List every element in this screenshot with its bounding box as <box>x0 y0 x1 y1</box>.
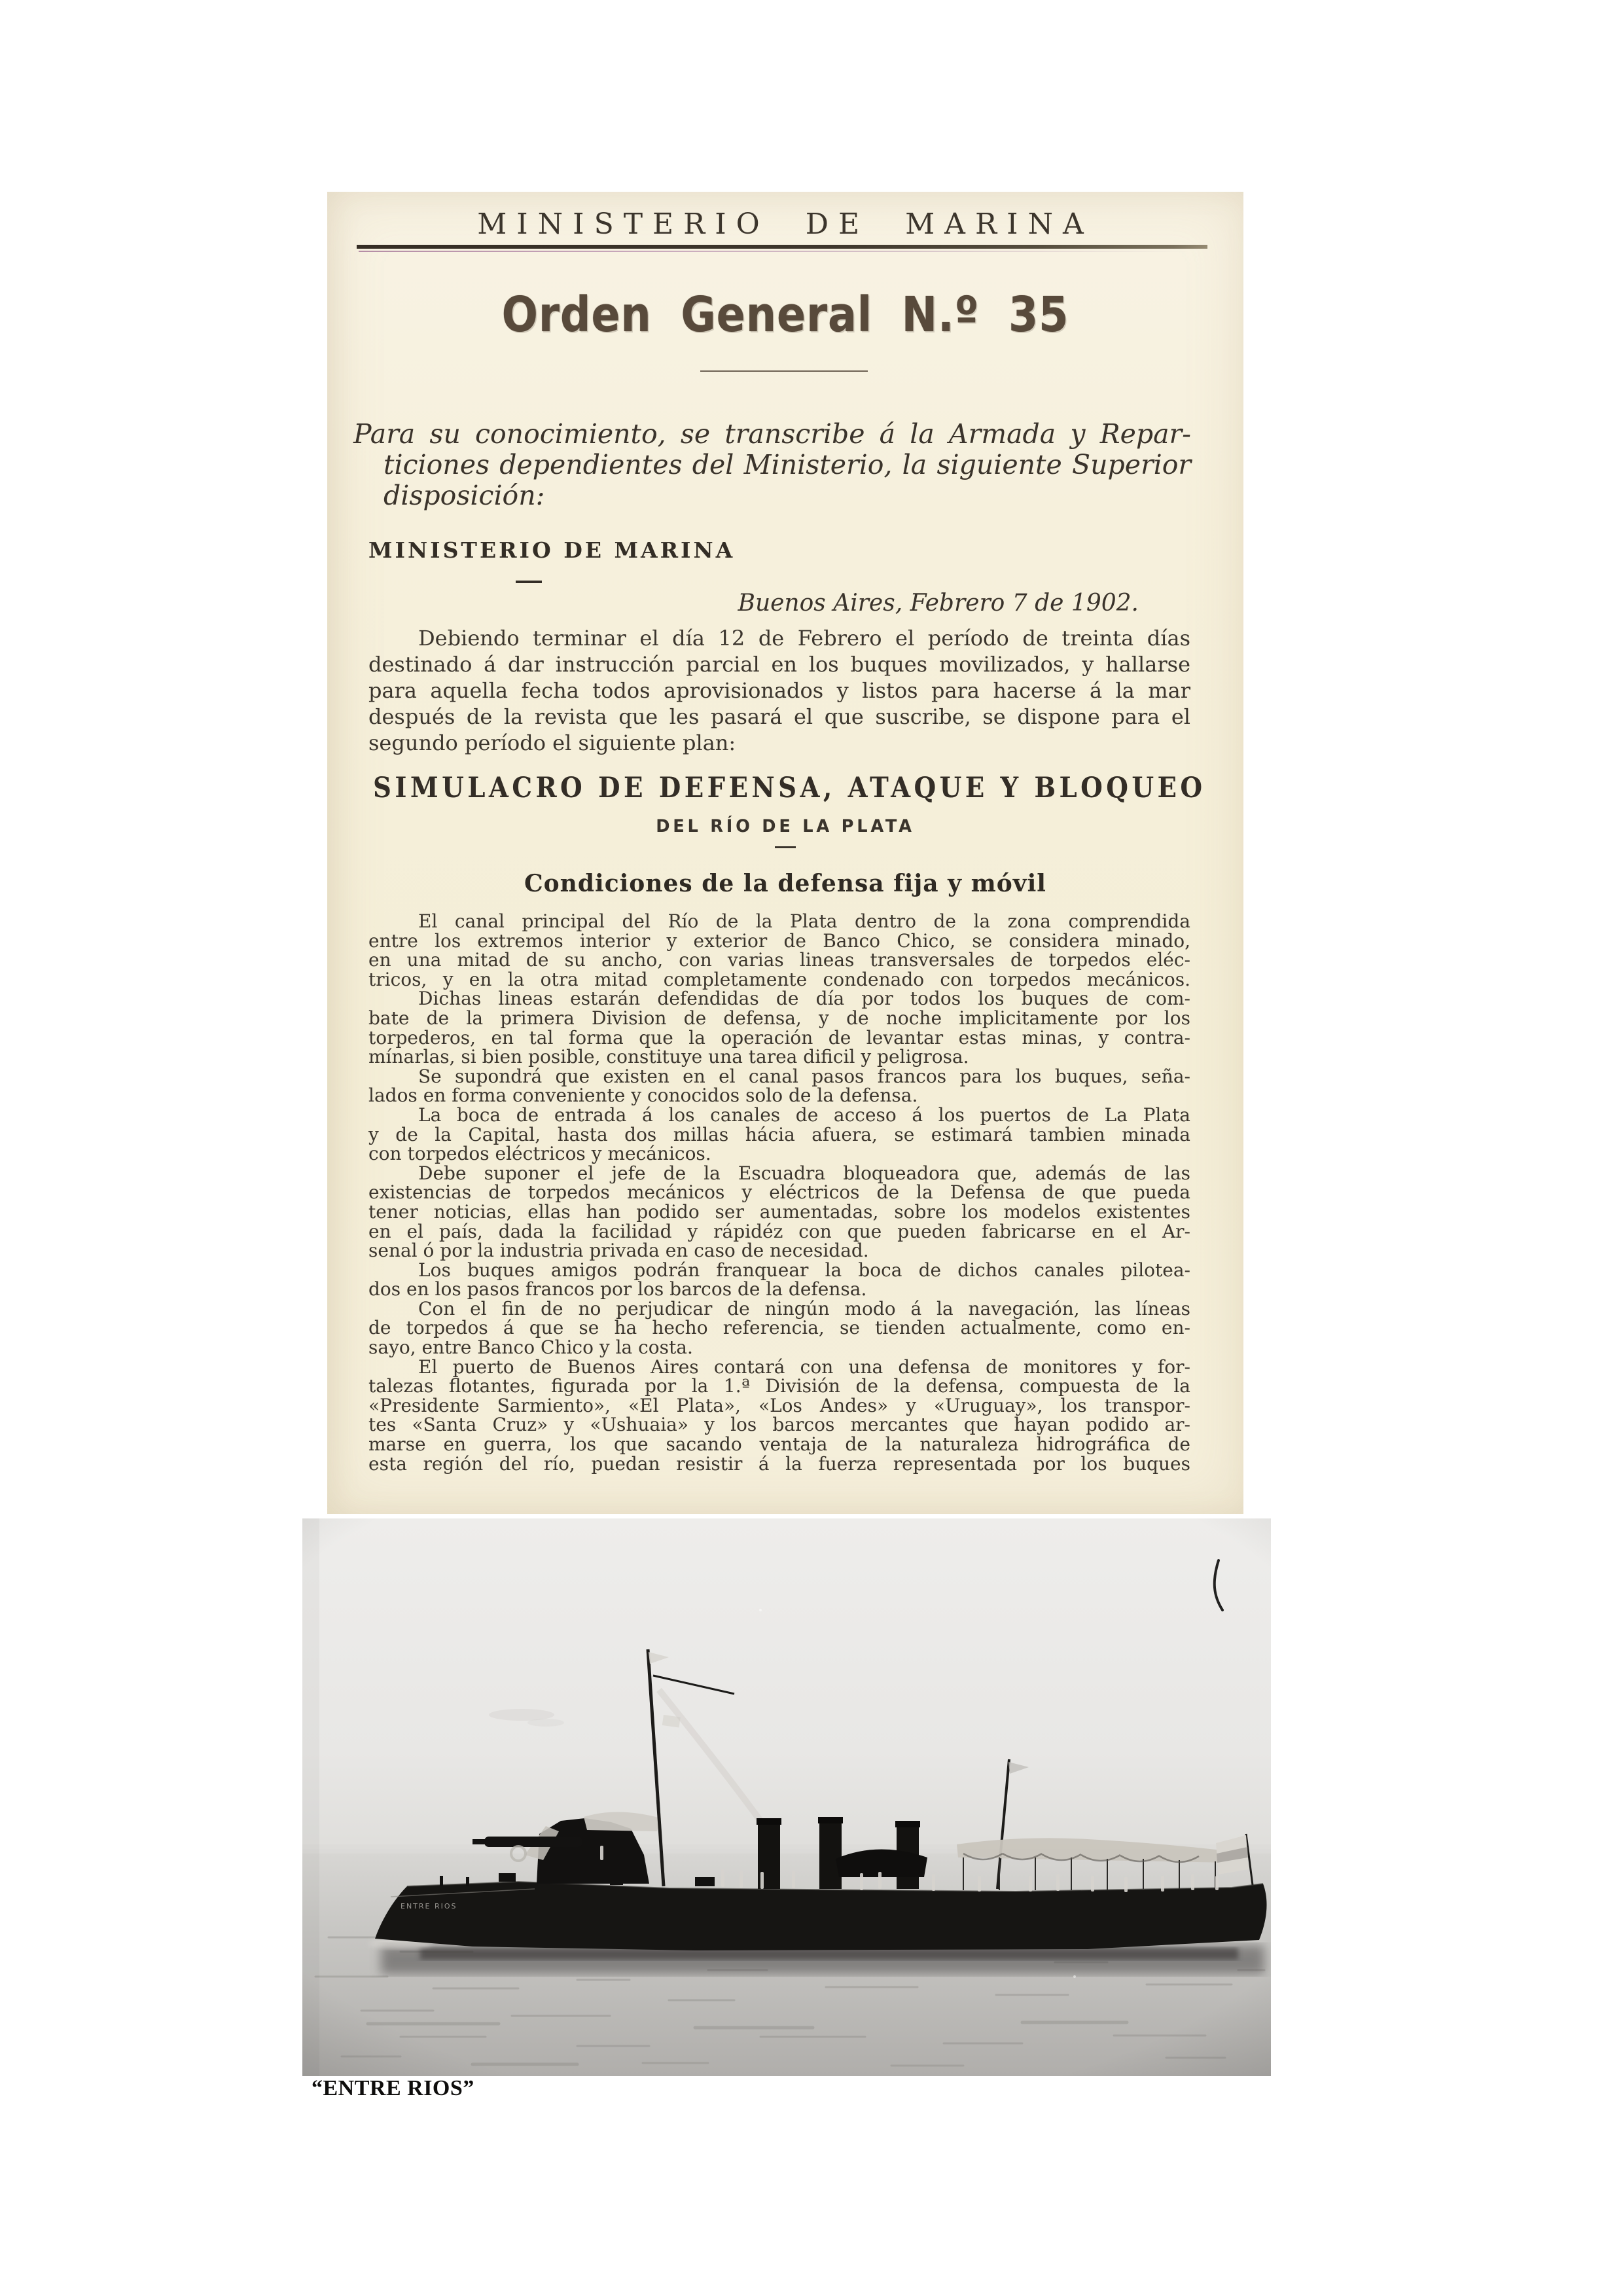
photo-vignette <box>302 1518 1271 2076</box>
body-line: torpederos, en tal forma que la operación de levantar estas minas, y contra- <box>368 1026 1190 1049</box>
body-text <box>368 912 1190 1473</box>
body-line: La boca de entrada á los canales de acceso á los puertos de La Plata <box>418 1103 1190 1126</box>
body-line: lados en forma conveniente y conocidos solo de la defensa. <box>368 1085 918 1107</box>
body-line: El canal principal del Río de la Plata dentro de la zona comprendida <box>418 910 1190 932</box>
body-line: entre los extremos interior y exterior de Banco Chico, se considera minado, <box>368 929 1190 952</box>
opening-line: Debiendo terminar el día 12 de Febrero el período de treinta días <box>418 626 1190 651</box>
body-line: «Presidente Sarmiento», «El Plata», «Los Andes» y «Uruguay», los transpor- <box>368 1394 1190 1416</box>
opening-paragraph <box>368 625 1190 756</box>
body-line: sayo, entre Banco Chico y la costa. <box>368 1336 693 1359</box>
conditions-heading: Condiciones de la defensa fija y móvil <box>524 870 1046 897</box>
section-title: SIMULACRO DE DEFENSA, ATAQUE Y BLOQUEO <box>373 772 1206 804</box>
photo-caption: “ENTRE RIOS” <box>312 2076 474 2100</box>
opening-line: destinado á dar instrucción parcial en los buques movilizados, y hallarse <box>368 652 1190 677</box>
ship-photograph <box>302 1518 1271 2076</box>
ship-photo-canvas <box>302 1518 1271 2076</box>
opening-line: para aquella fecha todos aprovisionados y listos para hacerse á la mar <box>368 678 1190 703</box>
masthead-title: MINISTERIO DE MARINA <box>477 207 1094 241</box>
ministry-heading: MINISTERIO DE MARINA <box>368 537 736 563</box>
body-line: de torpedos á que se ha hecho referencia, se tienden actualmente, como en- <box>368 1317 1190 1339</box>
body-line: con torpedos eléctricos y mecánicos. <box>368 1143 711 1165</box>
intro-line: disposición: <box>383 480 545 511</box>
body-line: El puerto de Buenos Aires contará con una defensa de monitores y for- <box>418 1355 1190 1378</box>
body-line: Los buques amigos podrán franquear la boca de dichos canales pilotea- <box>418 1259 1190 1281</box>
body-line: tes «Santa Cruz» y «Ushuaia» y los barcos mercantes que hayan podido ar- <box>368 1414 1190 1436</box>
section-divider-dash <box>775 846 796 848</box>
dateline: Buenos Aires, Febrero 7 de 1902. <box>738 590 1139 617</box>
intro-line: Para su conocimiento, se transcribe á la Armada y Repar- <box>353 418 1191 450</box>
body-line: talezas flotantes, figurada por la 1.ª División de la defensa, compuesta de la <box>368 1375 1190 1397</box>
opening-line: segundo período el siguiente plan: <box>368 730 736 755</box>
body-line: esta región del río, puedan resistir á la fuerza representada por los buques <box>368 1452 1190 1475</box>
body-line: Debe suponer el jefe de la Escuadra bloqueadora que, además de las <box>418 1162 1190 1184</box>
ministry-underline-dash <box>516 581 542 583</box>
order-title: Orden General N.º 35 <box>501 287 1069 343</box>
body-line: bate de la primera Division de defensa, y de noche implicitamente por los <box>368 1007 1190 1029</box>
body-line: senal ó por la industria privada en caso de necesidad. <box>368 1240 869 1262</box>
opening-line: después de la revista que les pasará el que suscribe, se dispone para el <box>368 704 1190 729</box>
body-line: tricos, y en la otra mitad completamente condenado con torpedos mecánicos. <box>368 968 1190 990</box>
body-line: marse en guerra, los que sacando ventaja de la naturaleza hidrográfica de <box>368 1433 1190 1456</box>
title-underline-rule <box>700 370 868 372</box>
body-line: en el país, dada la facilidad y rápidéz con que pueden fabricarse en el Ar- <box>368 1220 1190 1242</box>
intro-paragraph <box>353 419 1191 511</box>
body-line: tener noticias, ellas han podido ser aumentadas, sobre los modelos existentes <box>368 1200 1190 1223</box>
masthead-rule <box>357 245 1207 249</box>
intro-line: ticiones dependientes del Ministerio, la siguiente Superior <box>383 449 1191 480</box>
body-line: en una mitad de su ancho, con varias lineas transversales de torpedos eléc- <box>368 949 1190 971</box>
body-line: Se supondrá que existen en el canal pasos francos para los buques, seña- <box>418 1065 1190 1087</box>
body-line: dos en los pasos francos por los barcos de la defensa. <box>368 1278 867 1300</box>
body-line: Dichas lineas estarán defendidas de día por todos los buques de com- <box>418 988 1190 1010</box>
masthead-rule-accent <box>359 251 1190 252</box>
document-paper <box>327 192 1243 1514</box>
body-line: y de la Capital, hasta dos millas hácia afuera, se estimará tambien minada <box>368 1123 1190 1145</box>
body-line: existencias de torpedos mecánicos y eléctricos de la Defensa de que pueda <box>368 1181 1190 1204</box>
section-subtitle: DEL RÍO DE LA PLATA <box>656 816 915 836</box>
body-line: Con el fin de no perjudicar de ningún modo á la navegación, las líneas <box>418 1297 1190 1319</box>
body-line: mínarlas, si bien posible, constituye una tarea dificil y peligrosa. <box>368 1046 969 1068</box>
photo-edge-shade <box>302 1518 319 2076</box>
